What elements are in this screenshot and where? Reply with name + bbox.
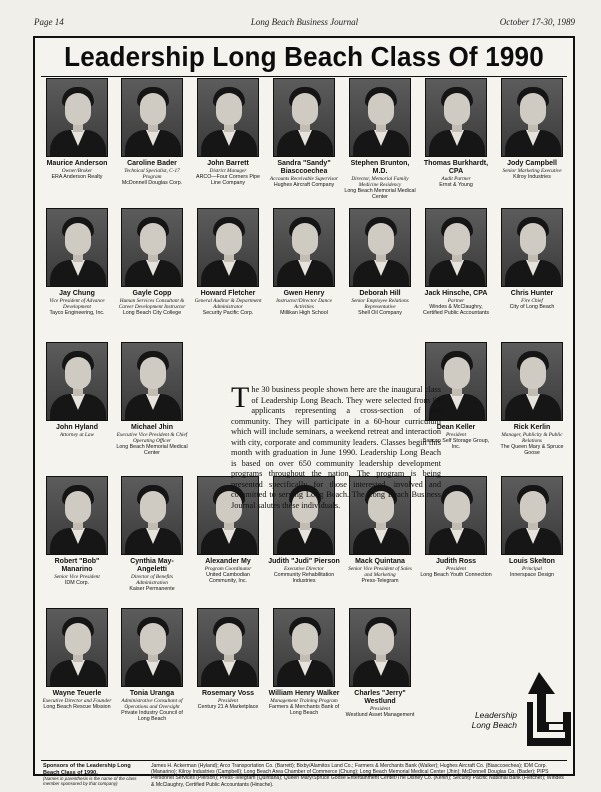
member-photo	[121, 342, 183, 421]
member-name: Deborah Hill	[359, 290, 401, 297]
class-member	[344, 208, 416, 316]
member-name: Jody Campbell	[507, 160, 557, 167]
class-member	[496, 78, 568, 180]
member-role: Senior Employee Relations Representative	[351, 298, 409, 310]
member-role: Instructor/Director Dance Activities	[276, 298, 332, 310]
member-role: Principal	[521, 566, 542, 572]
member-role: Technical Specialist, C-17 Program	[124, 168, 180, 180]
member-name: Thomas Burkhardt, CPA	[423, 160, 489, 175]
member-name: William Henry Walker	[268, 690, 340, 697]
member-organization: Community Rehabilitation Industries	[273, 572, 335, 584]
member-name: Sandra "Sandy" Biasccoechea	[277, 160, 331, 175]
logo-mark-icon	[519, 672, 571, 752]
class-member	[496, 476, 568, 578]
member-role: Attorney at Law	[59, 432, 95, 438]
member-organization: Tayco Engineering, Inc.	[49, 310, 105, 316]
member-photo	[425, 208, 487, 287]
member-name: Maurice Anderson	[46, 160, 108, 167]
member-photo	[197, 608, 259, 687]
class-member	[41, 608, 113, 710]
member-role: District Manager	[209, 168, 247, 174]
member-role: Senior Vice President of Sales and Marketing	[348, 566, 412, 578]
class-member	[192, 608, 264, 710]
member-name: Howard Fletcher	[200, 290, 256, 297]
member-organization: United Cambodian Community, Inc.	[206, 572, 250, 584]
member-role: Vice President of Advance Development	[49, 298, 105, 310]
class-member	[116, 476, 188, 592]
member-organization: Kilroy Industries	[513, 174, 551, 180]
class-member	[41, 476, 113, 586]
member-organization: IDM Corp.	[64, 580, 90, 586]
member-photo	[197, 208, 259, 287]
member-role: Senior Marketing Executive	[502, 168, 562, 174]
member-organization: Long Beach Memorial Medical Center	[116, 444, 188, 456]
member-organization: Westlund Asset Management	[345, 712, 415, 718]
publication-name: Long Beach Business Journal	[250, 17, 359, 27]
member-organization: ARCO—Four Corners Pipe Line Company	[196, 174, 260, 186]
member-organization: The Queen Mary & Spruce Goose	[500, 444, 564, 456]
member-role: Fire Chief	[521, 298, 543, 304]
feature-title: Leadership Long Beach Class Of 1990	[64, 41, 544, 72]
class-member	[344, 608, 416, 718]
sponsors-list: James H. Ackerman (Hyland); Arco Transportation Co. (Barrett); Bixby/Alamitos Land Co.; Farmers & Merchants Bank (Walker); Hughes Aircraft Co. (Biasccoechea); IDM Corp. (Manarino); Kilroy Industries (Campbell); Long Beach Area Chamber of Commerce (Chung); Long Beach Memorial Medical Center (Jhin); McDonnell Douglas Co. (Bader); PIPS Personnel Services (Pierson); Press-Telegram (Quintana); Queen Mary/Spruce Goose Entertainment Center/The Disney Co. (Kerlin); Security Pacific National Bank (Fletcher); Windes & McClaughry, Certified Public Accountants (Hinsche).	[151, 763, 564, 788]
member-photo	[501, 208, 563, 287]
class-member	[496, 342, 568, 456]
member-photo	[121, 608, 183, 687]
member-role: Director of Benefits Administration	[131, 574, 173, 586]
member-organization: Farmers & Merchants Bank of Long Beach	[268, 704, 340, 716]
member-organization: Windes & McClaughry, Certified Public Accountants	[423, 304, 489, 316]
member-name: Tonia Uranga	[129, 690, 175, 697]
member-photo	[46, 342, 108, 421]
member-name: Mack Quintana	[355, 558, 405, 565]
member-name: Cynthia May-Angeletti	[130, 558, 174, 573]
logo-text	[459, 710, 517, 730]
member-photo	[46, 78, 108, 157]
class-member	[420, 78, 492, 188]
member-role: Owner/Broker	[61, 168, 93, 174]
member-photo	[501, 342, 563, 421]
member-role: President	[369, 706, 391, 712]
member-photo	[121, 476, 183, 555]
class-member	[116, 208, 188, 316]
member-photo	[121, 78, 183, 157]
member-role: Director, Memorial Family Medicine Residency	[351, 176, 409, 188]
member-photo	[273, 608, 335, 687]
member-role: Partner	[447, 298, 465, 304]
member-photo	[46, 608, 108, 687]
class-member	[268, 208, 340, 316]
member-name: John Barrett	[207, 160, 249, 167]
member-photo	[349, 208, 411, 287]
member-organization: Century 21 A Marketplace	[197, 704, 259, 710]
class-member	[116, 608, 188, 722]
member-photo	[46, 208, 108, 287]
member-role: Management Training Program	[270, 698, 338, 704]
member-name: Caroline Bader	[127, 160, 177, 167]
member-name: Alexander My	[205, 558, 251, 565]
member-name: Jack Hinsche, CPA	[424, 290, 488, 297]
member-name: John Hyland	[55, 424, 98, 431]
member-role: Accounts Receivable Supervisor	[269, 176, 339, 182]
member-organization: Innerspace Design	[509, 572, 555, 578]
issue-date: October 17-30, 1989	[499, 17, 575, 27]
member-organization: Shell Oil Company	[358, 310, 402, 316]
member-organization: Millikan High School	[280, 310, 328, 316]
intro-text: he 30 business people shown here are the inaugural class of Leadership Long Beach. They were selected from 94 applicants representing a cross-section of the community. They will participate in a 60-hour curriculum which will include seminars, a weekend retreat and interaction with city, corporate and community leaders. Classes begin this month with graduation in June 1990. Leadership Long Beach is based on over 650 community leadership development programs throughout the nation. The program is being presented specifically for those interested, involved and committed to serving Long Beach. The Long Beach Business Journal salutes these individuals.	[231, 385, 441, 510]
member-name: Judith Ross	[435, 558, 477, 565]
member-organization: Private Industry Council of Long Beach	[121, 710, 183, 722]
class-member	[268, 608, 340, 716]
member-role: President	[217, 698, 239, 704]
member-organization: Long Beach Memorial Medical Center	[344, 188, 416, 200]
member-name: Wayne Teuerle	[52, 690, 102, 697]
member-organization: ERA Anderson Realty	[51, 174, 103, 180]
page-header	[34, 13, 575, 27]
member-role: Executive Vice President & Chief Operating Officer	[116, 432, 188, 444]
member-photo	[46, 476, 108, 555]
member-organization: Long Beach Youth Connection	[420, 572, 492, 578]
member-organization: Long Beach City College	[122, 310, 182, 316]
member-photo	[349, 78, 411, 157]
member-name: Judith "Judi" Pierson	[268, 558, 340, 565]
class-member	[344, 78, 416, 200]
member-organization: Long Beach Rescue Mission	[43, 704, 111, 710]
member-photo	[121, 208, 183, 287]
class-member	[192, 208, 264, 316]
intro-paragraph	[231, 381, 441, 511]
member-name: Rick Kerlin	[513, 424, 551, 431]
member-role: Senior Vice President	[54, 574, 100, 580]
member-photo	[501, 476, 563, 555]
member-name: Gwen Henry	[283, 290, 325, 297]
class-member	[268, 78, 340, 188]
member-role: President	[445, 566, 467, 572]
member-organization: Security Pacific Corp.	[202, 310, 254, 316]
member-name: Michael Jhin	[130, 424, 173, 431]
leadership-logo	[451, 668, 571, 756]
member-organization: Kaiser Permanente	[129, 586, 175, 592]
class-member	[41, 342, 113, 438]
member-name: Jay Chung	[59, 290, 95, 297]
member-photo	[273, 208, 335, 287]
member-role: Executive Director	[284, 566, 324, 572]
member-organization: Ernst & Young	[439, 182, 473, 188]
logo-line-2: Long Beach	[471, 720, 517, 730]
sponsors-note: (Names in parenthesis is the name of the class member sponsored by that company)	[43, 776, 137, 786]
member-name: Gayle Copp	[132, 290, 172, 297]
member-organization: Hughes Aircraft Company	[273, 182, 335, 188]
member-role: Manager, Publicity & Public Relations	[501, 432, 563, 444]
member-name: Chris Hunter	[510, 290, 554, 297]
member-name: Dean Keller	[436, 424, 476, 431]
class-member	[496, 208, 568, 310]
member-role: Human Services Consultant & Career Development Instructor	[118, 298, 186, 310]
title-divider	[41, 76, 567, 77]
member-photo	[425, 78, 487, 157]
class-member	[41, 78, 113, 180]
logo-line-1: Leadership	[474, 710, 517, 720]
member-name: Rosemary Voss	[201, 690, 254, 697]
sponsors-label	[43, 763, 143, 786]
member-name: Louis Skelton	[509, 558, 555, 565]
member-role: General Auditor & Department Administrator	[194, 298, 262, 310]
member-role: Administrative Consultant of Operations and Oversight	[121, 698, 183, 710]
class-member	[116, 78, 188, 186]
member-photo	[349, 608, 411, 687]
member-role: Program Coordinator	[204, 566, 252, 572]
sponsors-title: Sponsors of the Leadership Long Beach Class of 1990.	[43, 763, 131, 776]
member-photo	[501, 78, 563, 157]
member-organization: Press-Telegram	[361, 578, 399, 584]
member-name: Charles "Jerry" Westlund	[354, 690, 406, 705]
member-organization: City of Long Beach	[509, 304, 555, 310]
member-photo	[273, 78, 335, 157]
feature-frame	[33, 36, 575, 788]
page-number: Page 14	[34, 17, 64, 27]
member-organization: McDonnell Douglas Corp.	[121, 180, 183, 186]
member-role: President	[445, 432, 467, 438]
intro-dropcap: T	[231, 381, 250, 414]
member-photo	[197, 78, 259, 157]
class-member	[116, 342, 188, 456]
member-name: Robert "Bob" Manarino	[54, 558, 100, 573]
sponsors-strip	[41, 760, 567, 788]
member-role: Executive Director and Founder	[42, 698, 112, 704]
member-organization: Bancap Self Storage Group, Inc.	[422, 438, 490, 450]
member-role: Audit Partner	[441, 176, 471, 182]
class-member	[41, 208, 113, 316]
member-name: Stephen Brunton, M.D.	[350, 160, 410, 175]
class-member	[192, 78, 264, 186]
class-member	[420, 208, 492, 316]
